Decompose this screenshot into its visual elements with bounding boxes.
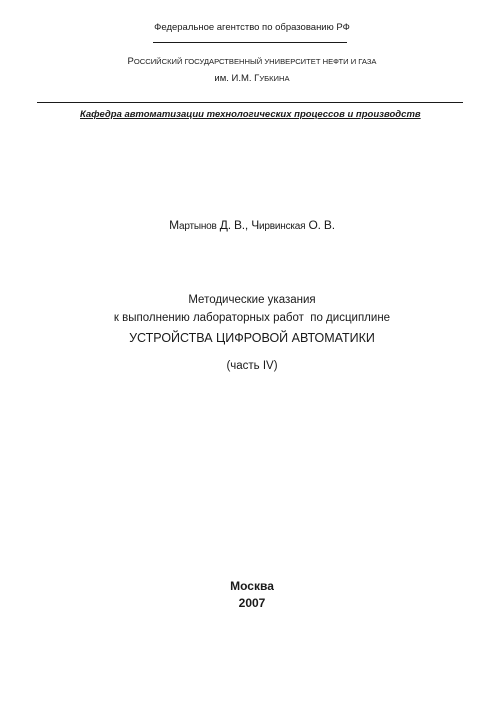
named-after-prefix: им. И.М. Г	[214, 73, 260, 84]
department-name: Кафедра автоматизации технологических процессов и производств	[80, 109, 421, 120]
university-name	[0, 56, 504, 67]
author-1-prefix: М	[169, 218, 179, 232]
short-divider	[153, 42, 347, 43]
title-line-2: к выполнению лабораторных работ по дисциплине	[113, 312, 391, 324]
named-after-rest: УБКИНА	[259, 74, 290, 83]
course-title: УСТРОЙСТВА ЦИФРОВОЙ АВТОМАТИКИ	[129, 331, 375, 345]
university-named-after	[0, 73, 504, 84]
university-name-rest: ОССИЙСКИЙ ГОСУДАРСТВЕННЫЙ УНИВЕРСИТЕТ НЕФТИ И ГАЗА	[133, 57, 377, 66]
author-1-initials: Д. В.,	[219, 218, 249, 232]
part-number: (часть IV)	[226, 360, 278, 372]
year: 2007	[238, 596, 266, 610]
university-name-prefix: Р	[127, 56, 134, 67]
author-2-rest: ирвинская	[259, 221, 306, 232]
long-divider	[37, 102, 463, 103]
city: Москва	[230, 579, 274, 593]
title-line-1: Методические указания	[188, 294, 316, 306]
author-2-prefix: Ч	[251, 218, 259, 232]
author-2-initials: О. В.	[308, 218, 335, 232]
authors	[0, 218, 504, 232]
agency-name: Федеральное агентство по образованию РФ	[154, 22, 350, 33]
author-1-rest: артынов	[178, 221, 217, 232]
